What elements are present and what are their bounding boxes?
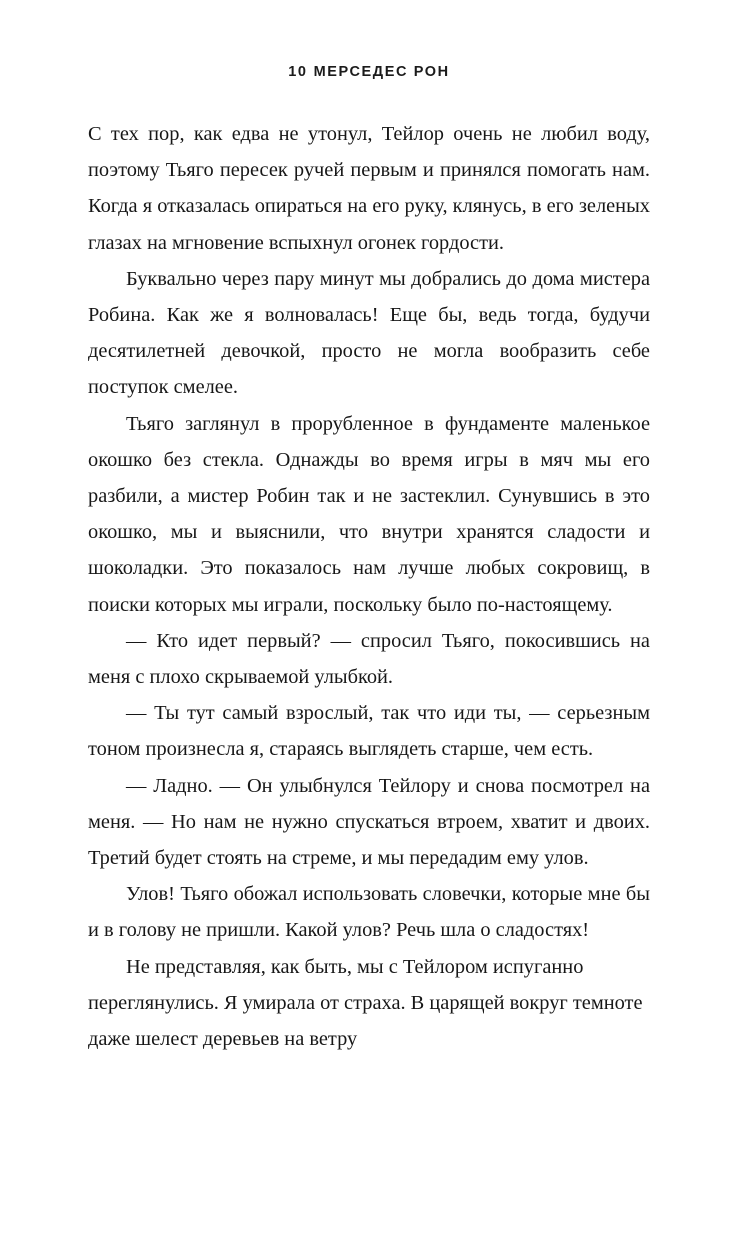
paragraph: Тьяго заглянул в прорубленное в фундаменте маленькое окошко без стекла. Однажды во время игры в мяч мы его разбили, а мистер Робин так и не застеклил. Сунувшись в это окошко, мы и выяснили, что внутри хранятся сладости и шоколадки. Это показалось нам лучше любых сокровищ, в поиски которых мы играли, поскольку было по-настоящему. xyxy=(88,412,650,616)
paragraph: С тех пор, как едва не утонул, Тейлор очень не любил воду, поэтому Тьяго пересек ручей первым и принялся помогать нам. Когда я отказалась опираться на его руку, клянусь, в его зеленых глазах на мгновение вспыхнул огонек гордости. xyxy=(88,123,650,254)
paragraph: Не представляя, как быть, мы с Тейлором испуганно переглянулись. Я умирала от страха. В царящей вокруг темноте даже шелест деревьев на ветру xyxy=(88,955,643,1051)
paragraph: Улов! Тьяго обожал использовать словечки, которые мне бы и в голову не пришли. Какой улов? Речь шла о сладостях! xyxy=(88,883,650,942)
paragraph: — Ты тут самый взрослый, так что иди ты, — серьезным тоном произнесла я, стараясь выглядеть старше, чем есть. xyxy=(88,702,650,761)
paragraph: — Ладно. — Он улыбнулся Тейлору и снова посмотрел на меня. — Но нам не нужно спускаться втроем, хватит и двоих. Третий будет стоять на стреме, и мы передадим ему улов. xyxy=(88,774,650,870)
paragraph: — Кто идет первый? — спросил Тьяго, покосившись на меня с плохо скрываемой улыбкой. xyxy=(88,629,650,689)
paragraph: Буквально через пару минут мы добрались до дома мистера Робина. Как же я волновалась! Еще бы, ведь тогда, будучи десятилетней девочкой, просто не могла вообразить себе поступок смелее. xyxy=(88,267,650,399)
body-text xyxy=(0,116,738,1057)
running-head-title: МЕРСЕДЕС РОН xyxy=(313,64,450,80)
page-number: 10 xyxy=(288,64,308,80)
book-page xyxy=(0,64,738,1245)
running-head xyxy=(0,64,738,80)
